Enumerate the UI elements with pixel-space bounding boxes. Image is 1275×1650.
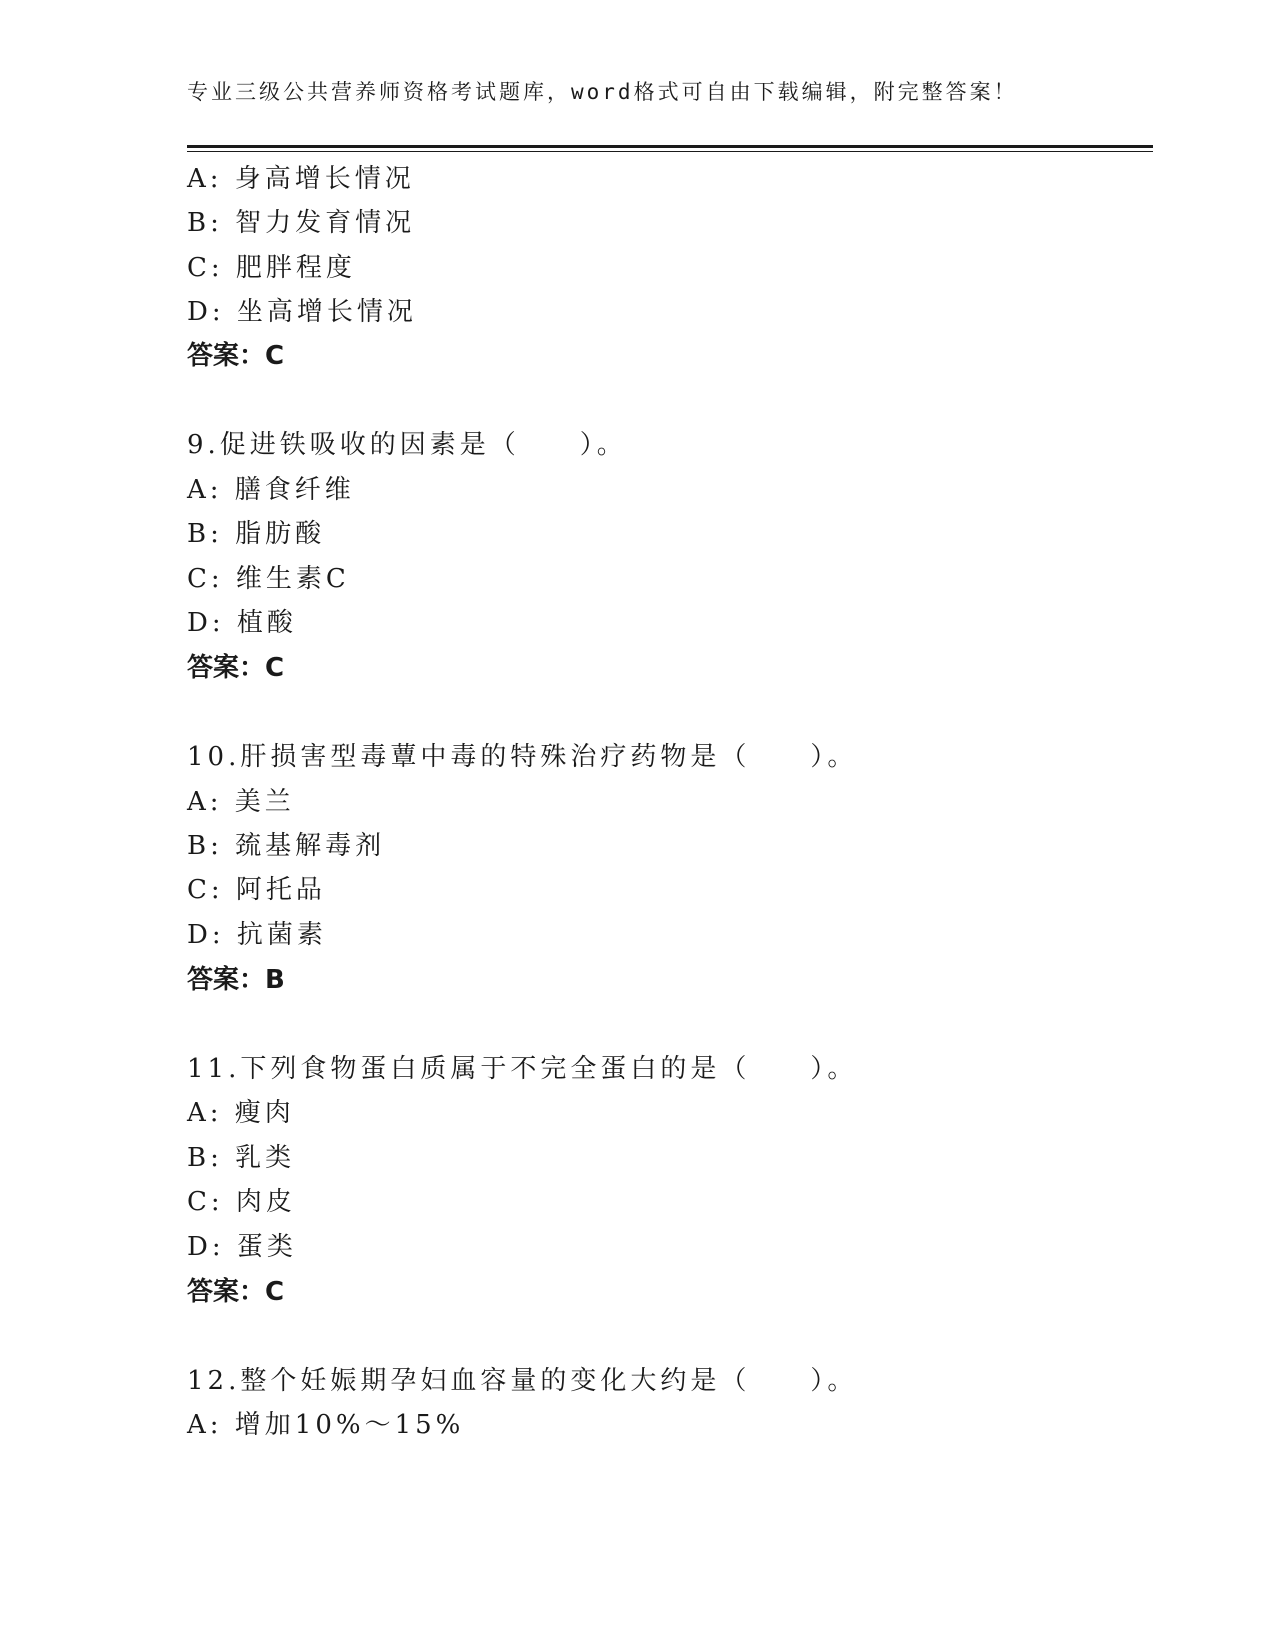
q12-stem: 12.整个妊娠期孕妇血容量的变化大约是（ ）。 <box>187 1366 858 1396</box>
q8-option-d: D: 坐高增长情况 <box>187 297 417 327</box>
q11-option-c: C: 肉皮 <box>187 1187 296 1217</box>
q11-stem: 11.下列食物蛋白质属于不完全蛋白的是（ ）。 <box>187 1054 858 1084</box>
q10-stem: 10.肝损害型毒蕈中毒的特殊治疗药物是（ ）。 <box>187 742 858 772</box>
q9-answer: 答案：C <box>187 653 285 683</box>
q12-option-a: A: 增加10%～15% <box>187 1410 465 1440</box>
q9-option-c: C: 维生素C <box>187 564 350 594</box>
q10-option-d: D: 抗菌素 <box>187 920 327 950</box>
header-rule-thick <box>187 145 1153 148</box>
q11-option-a: A: 瘦肉 <box>187 1098 295 1128</box>
q8-option-c: C: 肥胖程度 <box>187 253 356 283</box>
q10-option-a: A: 美兰 <box>187 787 295 817</box>
q10-option-c: C: 阿托品 <box>187 875 326 905</box>
q11-option-d: D: 蛋类 <box>187 1232 297 1262</box>
q11-option-b: B: 乳类 <box>187 1143 296 1173</box>
q9-option-d: D: 植酸 <box>187 608 297 638</box>
q10-answer: 答案：B <box>187 965 285 995</box>
q11-answer: 答案：C <box>187 1277 285 1307</box>
q9-stem: 9.促进铁吸收的因素是（ ）。 <box>187 430 627 460</box>
q10-option-b: B: 巯基解毒剂 <box>187 831 386 861</box>
q9-option-a: A: 膳食纤维 <box>187 475 355 505</box>
header-rule-thin <box>187 151 1153 152</box>
document-header: 专业三级公共营养师资格考试题库，word格式可自由下载编辑，附完整答案！ <box>187 80 1018 104</box>
q8-answer: 答案：C <box>187 341 285 371</box>
q9-option-b: B: 脂肪酸 <box>187 519 326 549</box>
q8-option-a: A: 身高增长情况 <box>187 164 415 194</box>
q8-option-b: B: 智力发育情况 <box>187 208 416 238</box>
